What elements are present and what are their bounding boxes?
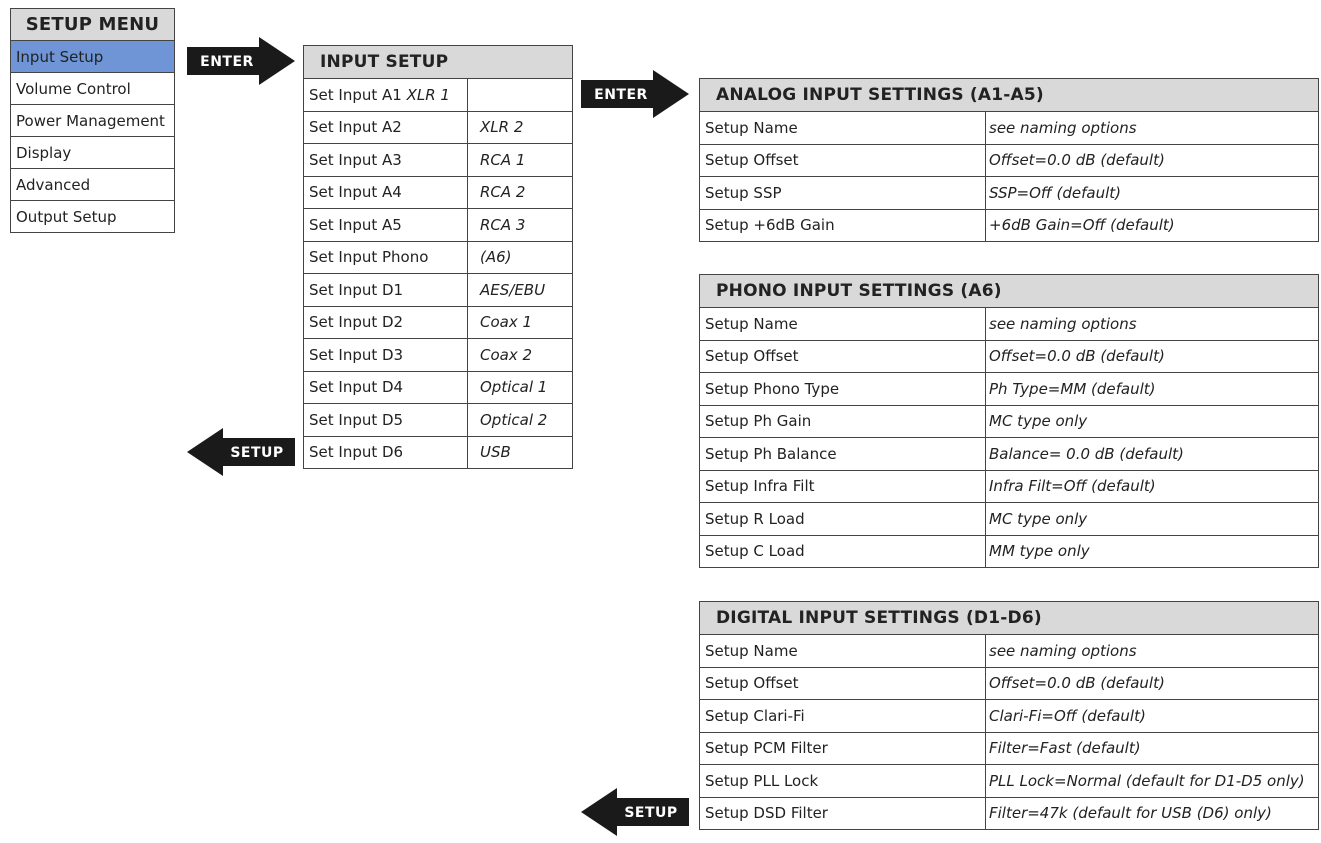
table-row[interactable] (700, 308, 1319, 341)
table-row[interactable] (700, 503, 1319, 536)
table-row[interactable] (304, 176, 573, 209)
setting-label: Setup Name (700, 635, 986, 668)
setting-label: Setup Phono Type (700, 373, 986, 406)
input-label: Set Input D3 (304, 339, 468, 372)
setting-label: Setup C Load (700, 535, 986, 568)
setting-label: Setup Ph Gain (700, 405, 986, 438)
setting-label: Setup Clari-Fi (700, 700, 986, 733)
setting-label: Setup Infra Filt (700, 470, 986, 503)
table-row[interactable] (700, 470, 1319, 503)
input-setup-table (303, 45, 573, 469)
table-row[interactable] (700, 112, 1319, 145)
menu-item-input-setup[interactable]: Input Setup (11, 41, 175, 73)
input-code: XLR 1 (406, 85, 450, 104)
setting-value: see naming options (986, 635, 1319, 668)
table-row[interactable] (700, 177, 1319, 210)
digital-settings-title: DIGITAL INPUT SETTINGS (D1-D6) (700, 602, 1319, 635)
input-code: Coax 1 (468, 306, 573, 339)
setting-label: Setup SSP (700, 177, 986, 210)
menu-item-advanced[interactable]: Advanced (11, 169, 175, 201)
table-row[interactable] (304, 79, 573, 112)
input-code: RCA 3 (468, 209, 573, 242)
setting-value: +6dB Gain=Off (default) (986, 209, 1319, 242)
input-label: Set Input A4 (304, 176, 468, 209)
setting-label: Setup +6dB Gain (700, 209, 986, 242)
analog-settings-table (699, 78, 1319, 242)
setting-value: Infra Filt=Off (default) (986, 470, 1319, 503)
table-row[interactable] (304, 371, 573, 404)
input-label: Set Input D6 (304, 436, 468, 469)
input-label: Set Input D4 (304, 371, 468, 404)
input-code: (A6) (468, 241, 573, 274)
table-row[interactable] (304, 306, 573, 339)
menu-item-power-management[interactable]: Power Management (11, 105, 175, 137)
input-label (304, 79, 468, 112)
phono-settings-table (699, 274, 1319, 568)
input-label: Set Input Phono (304, 241, 468, 274)
input-code: AES/EBU (468, 274, 573, 307)
input-code: Optical 2 (468, 404, 573, 437)
input-code: RCA 1 (468, 144, 573, 177)
digital-settings-table (699, 601, 1319, 830)
setting-label: Setup PLL Lock (700, 765, 986, 798)
table-row[interactable] (700, 405, 1319, 438)
setup-menu (10, 8, 175, 233)
setting-value: Offset=0.0 dB (default) (986, 144, 1319, 177)
input-code: Coax 2 (468, 339, 573, 372)
input-label: Set Input A5 (304, 209, 468, 242)
table-row[interactable] (700, 340, 1319, 373)
setting-label: Setup Name (700, 112, 986, 145)
analog-settings-title: ANALOG INPUT SETTINGS (A1-A5) (700, 79, 1319, 112)
enter-arrow-2-label: ENTER (594, 87, 648, 103)
table-row[interactable] (700, 144, 1319, 177)
input-code: XLR 2 (468, 111, 573, 144)
setup-menu-title: SETUP MENU (11, 9, 175, 41)
setup-arrow-2 (581, 788, 691, 836)
enter-arrow-2 (581, 70, 691, 118)
setting-value: SSP=Off (default) (986, 177, 1319, 210)
setting-label: Setup Offset (700, 340, 986, 373)
phono-settings-title: PHONO INPUT SETTINGS (A6) (700, 275, 1319, 308)
setting-value: Ph Type=MM (default) (986, 373, 1319, 406)
setting-value: Filter=Fast (default) (986, 732, 1319, 765)
input-label: Set Input D5 (304, 404, 468, 437)
input-code: USB (468, 436, 573, 469)
setup-arrow-1 (187, 428, 297, 476)
setting-value: see naming options (986, 112, 1319, 145)
menu-item-display[interactable]: Display (11, 137, 175, 169)
setting-value: MC type only (986, 405, 1319, 438)
input-label-text: Set Input A1 (309, 85, 402, 104)
enter-arrow-1 (187, 37, 297, 85)
table-row[interactable] (700, 209, 1319, 242)
table-row[interactable] (700, 438, 1319, 471)
setting-value: MC type only (986, 503, 1319, 536)
input-setup-title: INPUT SETUP (304, 46, 573, 79)
setting-label: Setup Offset (700, 144, 986, 177)
table-row[interactable] (700, 765, 1319, 798)
menu-item-volume-control[interactable]: Volume Control (11, 73, 175, 105)
menu-item-output-setup[interactable]: Output Setup (11, 201, 175, 233)
input-label: Set Input D2 (304, 306, 468, 339)
setting-value: Offset=0.0 dB (default) (986, 340, 1319, 373)
setting-value: PLL Lock=Normal (default for D1-D5 only) (986, 765, 1319, 798)
table-row[interactable] (700, 700, 1319, 733)
setting-label: Setup PCM Filter (700, 732, 986, 765)
table-row[interactable] (304, 436, 573, 469)
setting-value: Offset=0.0 dB (default) (986, 667, 1319, 700)
table-row[interactable] (700, 635, 1319, 668)
table-row[interactable] (304, 111, 573, 144)
input-label: Set Input D1 (304, 274, 468, 307)
table-row[interactable] (304, 209, 573, 242)
setting-value: Balance= 0.0 dB (default) (986, 438, 1319, 471)
table-row[interactable] (304, 144, 573, 177)
setting-value: Clari-Fi=Off (default) (986, 700, 1319, 733)
table-row[interactable] (700, 667, 1319, 700)
setting-label: Setup Ph Balance (700, 438, 986, 471)
table-row[interactable] (700, 535, 1319, 568)
table-row[interactable] (304, 274, 573, 307)
setting-label: Setup DSD Filter (700, 797, 986, 830)
input-code: Optical 1 (468, 371, 573, 404)
setting-label: Setup Name (700, 308, 986, 341)
input-code: RCA 2 (468, 176, 573, 209)
table-row[interactable] (304, 339, 573, 372)
setting-value: Filter=47k (default for USB (D6) only) (986, 797, 1319, 830)
table-row[interactable] (700, 373, 1319, 406)
input-code-cell (468, 79, 573, 112)
setting-label: Setup Offset (700, 667, 986, 700)
table-row[interactable] (304, 241, 573, 274)
setting-label: Setup R Load (700, 503, 986, 536)
setup-arrow-1-label: SETUP (230, 445, 284, 461)
table-row[interactable] (700, 732, 1319, 765)
input-label: Set Input A3 (304, 144, 468, 177)
enter-arrow-1-label: ENTER (200, 54, 254, 70)
setting-value: MM type only (986, 535, 1319, 568)
table-row[interactable] (700, 797, 1319, 830)
setting-value: see naming options (986, 308, 1319, 341)
setup-arrow-2-label: SETUP (624, 805, 678, 821)
table-row[interactable] (304, 404, 573, 437)
input-label: Set Input A2 (304, 111, 468, 144)
